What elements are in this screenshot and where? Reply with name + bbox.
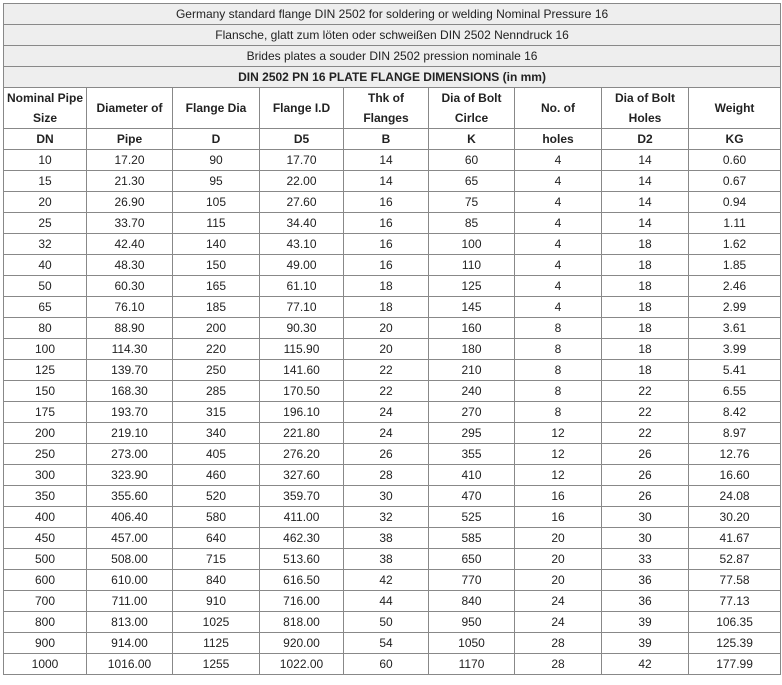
- table-cell: 145: [429, 297, 515, 318]
- table-cell: 359.70: [260, 486, 344, 507]
- table-cell: 405: [173, 444, 260, 465]
- table-body: [4, 150, 781, 675]
- column-code: D2: [602, 129, 689, 150]
- table-cell: 6.55: [689, 381, 781, 402]
- table-cell: 1125: [173, 633, 260, 654]
- table-cell: 4: [515, 276, 602, 297]
- table-cell: 3.99: [689, 339, 781, 360]
- column-header: Nominal Pipe Size: [4, 88, 87, 129]
- column-code: D5: [260, 129, 344, 150]
- title-row-german: [4, 25, 781, 46]
- table-cell: 1255: [173, 654, 260, 675]
- table-row: [4, 486, 781, 507]
- table-row: [4, 528, 781, 549]
- table-cell: 60.30: [87, 276, 173, 297]
- table-row: [4, 612, 781, 633]
- table-cell: 1.85: [689, 255, 781, 276]
- table-cell: 44: [344, 591, 429, 612]
- table-cell: 800: [4, 612, 87, 633]
- table-row: [4, 171, 781, 192]
- title-german: Flansche, glatt zum löten oder schweißen DIN 2502 Nenndruck 16: [4, 25, 781, 46]
- table-cell: 20: [344, 339, 429, 360]
- table-cell: 20: [515, 549, 602, 570]
- table-row: [4, 654, 781, 675]
- table-cell: 160: [429, 318, 515, 339]
- table-cell: 32: [4, 234, 87, 255]
- table-cell: 240: [429, 381, 515, 402]
- table-cell: 14: [602, 150, 689, 171]
- table-cell: 462.30: [260, 528, 344, 549]
- column-header: Dia of Bolt Cirlce: [429, 88, 515, 129]
- column-header: Diameter of: [87, 88, 173, 129]
- table-row: [4, 318, 781, 339]
- table-cell: 1000: [4, 654, 87, 675]
- title-row-french: [4, 46, 781, 67]
- table-row: [4, 549, 781, 570]
- table-cell: 355.60: [87, 486, 173, 507]
- table-cell: 2.99: [689, 297, 781, 318]
- table-cell: 406.40: [87, 507, 173, 528]
- table-cell: 26: [602, 444, 689, 465]
- table-cell: 323.90: [87, 465, 173, 486]
- table-cell: 16: [344, 192, 429, 213]
- table-row: [4, 633, 781, 654]
- table-cell: 18: [344, 276, 429, 297]
- table-cell: 125: [4, 360, 87, 381]
- table-cell: 185: [173, 297, 260, 318]
- table-cell: 125: [429, 276, 515, 297]
- column-code: K: [429, 129, 515, 150]
- table-cell: 76.10: [87, 297, 173, 318]
- table-cell: 193.70: [87, 402, 173, 423]
- table-cell: 2.46: [689, 276, 781, 297]
- table-cell: 8: [515, 360, 602, 381]
- table-cell: 300: [4, 465, 87, 486]
- table-cell: 39: [602, 633, 689, 654]
- table-cell: 42.40: [87, 234, 173, 255]
- table-cell: 65: [429, 171, 515, 192]
- table-cell: 18: [602, 276, 689, 297]
- table-cell: 210: [429, 360, 515, 381]
- table-cell: 16: [515, 507, 602, 528]
- table-cell: 20: [344, 318, 429, 339]
- column-code: KG: [689, 129, 781, 150]
- table-cell: 115.90: [260, 339, 344, 360]
- table-cell: 5.41: [689, 360, 781, 381]
- table-cell: 30.20: [689, 507, 781, 528]
- table-cell: 50: [4, 276, 87, 297]
- table-cell: 8.42: [689, 402, 781, 423]
- table-cell: 38: [344, 549, 429, 570]
- table-cell: 14: [602, 171, 689, 192]
- table-cell: 168.30: [87, 381, 173, 402]
- title-english: Germany standard flange DIN 2502 for soldering or welding Nominal Pressure 16: [4, 4, 781, 25]
- table-row: [4, 465, 781, 486]
- table-cell: 90: [173, 150, 260, 171]
- table-cell: 18: [344, 297, 429, 318]
- table-cell: 24: [515, 612, 602, 633]
- table-row: [4, 423, 781, 444]
- table-cell: 640: [173, 528, 260, 549]
- table-cell: 12: [515, 423, 602, 444]
- table-cell: 125.39: [689, 633, 781, 654]
- table-cell: 48.30: [87, 255, 173, 276]
- table-cell: 355: [429, 444, 515, 465]
- table-cell: 20: [515, 570, 602, 591]
- table-cell: 43.10: [260, 234, 344, 255]
- table-cell: 150: [4, 381, 87, 402]
- table-cell: 30: [602, 528, 689, 549]
- table-cell: 24: [344, 423, 429, 444]
- table-cell: 15: [4, 171, 87, 192]
- table-cell: 4: [515, 255, 602, 276]
- table-cell: 110: [429, 255, 515, 276]
- table-cell: 90.30: [260, 318, 344, 339]
- table-cell: 28: [515, 633, 602, 654]
- table-cell: 340: [173, 423, 260, 444]
- table-cell: 650: [429, 549, 515, 570]
- table-cell: 24: [344, 402, 429, 423]
- table-cell: 1022.00: [260, 654, 344, 675]
- table-row: [4, 276, 781, 297]
- table-cell: 716.00: [260, 591, 344, 612]
- table-cell: 100: [4, 339, 87, 360]
- table-cell: 34.40: [260, 213, 344, 234]
- table-cell: 513.60: [260, 549, 344, 570]
- table-cell: 4: [515, 213, 602, 234]
- table-cell: 525: [429, 507, 515, 528]
- table-cell: 8.97: [689, 423, 781, 444]
- column-code: holes: [515, 129, 602, 150]
- table-cell: 0.67: [689, 171, 781, 192]
- table-cell: 80: [4, 318, 87, 339]
- table-cell: 8: [515, 381, 602, 402]
- table-cell: 18: [602, 234, 689, 255]
- table-row: [4, 150, 781, 171]
- table-cell: 20: [515, 528, 602, 549]
- table-cell: 139.70: [87, 360, 173, 381]
- flange-dimensions-table: [3, 3, 781, 675]
- table-cell: 840: [173, 570, 260, 591]
- table-cell: 141.60: [260, 360, 344, 381]
- table-cell: 411.00: [260, 507, 344, 528]
- table-row: [4, 507, 781, 528]
- table-cell: 14: [602, 213, 689, 234]
- table-row: [4, 297, 781, 318]
- table-cell: 26: [602, 486, 689, 507]
- table-cell: 170.50: [260, 381, 344, 402]
- table-cell: 285: [173, 381, 260, 402]
- table-row: [4, 234, 781, 255]
- table-cell: 200: [173, 318, 260, 339]
- table-cell: 12: [515, 465, 602, 486]
- table-row: [4, 444, 781, 465]
- table-cell: 100: [429, 234, 515, 255]
- table-cell: 22: [344, 360, 429, 381]
- column-header: Flange I.D: [260, 88, 344, 129]
- table-cell: 4: [515, 150, 602, 171]
- table-cell: 600: [4, 570, 87, 591]
- table-cell: 21.30: [87, 171, 173, 192]
- table-cell: 14: [344, 150, 429, 171]
- table-cell: 4: [515, 192, 602, 213]
- table-cell: 26.90: [87, 192, 173, 213]
- table-cell: 50: [344, 612, 429, 633]
- table-cell: 250: [4, 444, 87, 465]
- table-cell: 219.10: [87, 423, 173, 444]
- table-cell: 700: [4, 591, 87, 612]
- table-cell: 18: [602, 360, 689, 381]
- column-header-row: [4, 88, 781, 129]
- table-cell: 350: [4, 486, 87, 507]
- table-cell: 27.60: [260, 192, 344, 213]
- table-cell: 450: [4, 528, 87, 549]
- table-cell: 585: [429, 528, 515, 549]
- table-cell: 1016.00: [87, 654, 173, 675]
- table-cell: 4: [515, 234, 602, 255]
- column-code: Pipe: [87, 129, 173, 150]
- table-cell: 8: [515, 318, 602, 339]
- table-cell: 500: [4, 549, 87, 570]
- table-cell: 14: [602, 192, 689, 213]
- table-cell: 840: [429, 591, 515, 612]
- title-row-english: [4, 4, 781, 25]
- table-cell: 16.60: [689, 465, 781, 486]
- table-cell: 1.62: [689, 234, 781, 255]
- table-cell: 0.94: [689, 192, 781, 213]
- table-cell: 221.80: [260, 423, 344, 444]
- table-cell: 175: [4, 402, 87, 423]
- table-cell: 196.10: [260, 402, 344, 423]
- table-cell: 616.50: [260, 570, 344, 591]
- table-cell: 8: [515, 339, 602, 360]
- table-cell: 54: [344, 633, 429, 654]
- table-cell: 22: [344, 381, 429, 402]
- table-cell: 14: [344, 171, 429, 192]
- table-cell: 60: [429, 150, 515, 171]
- table-cell: 250: [173, 360, 260, 381]
- table-cell: 16: [344, 255, 429, 276]
- table-cell: 17.70: [260, 150, 344, 171]
- column-header: Thk of Flanges: [344, 88, 429, 129]
- title-french: Brides plates a souder DIN 2502 pression nominale 16: [4, 46, 781, 67]
- table-cell: 26: [344, 444, 429, 465]
- table-cell: 18: [602, 339, 689, 360]
- column-code: D: [173, 129, 260, 150]
- column-header: No. of: [515, 88, 602, 129]
- table-cell: 40: [4, 255, 87, 276]
- table-cell: 165: [173, 276, 260, 297]
- table-cell: 327.60: [260, 465, 344, 486]
- table-cell: 10: [4, 150, 87, 171]
- table-cell: 950: [429, 612, 515, 633]
- column-code: B: [344, 129, 429, 150]
- table-cell: 32: [344, 507, 429, 528]
- table-cell: 920.00: [260, 633, 344, 654]
- table-cell: 711.00: [87, 591, 173, 612]
- table-cell: 88.90: [87, 318, 173, 339]
- table-row: [4, 213, 781, 234]
- table-cell: 813.00: [87, 612, 173, 633]
- column-header: Dia of Bolt Holes: [602, 88, 689, 129]
- table-cell: 910: [173, 591, 260, 612]
- table-cell: 24.08: [689, 486, 781, 507]
- table-cell: 60: [344, 654, 429, 675]
- table-cell: 177.99: [689, 654, 781, 675]
- table-cell: 470: [429, 486, 515, 507]
- table-cell: 28: [344, 465, 429, 486]
- table-cell: 276.20: [260, 444, 344, 465]
- table-cell: 1050: [429, 633, 515, 654]
- table-cell: 16: [344, 213, 429, 234]
- table-cell: 33.70: [87, 213, 173, 234]
- column-header: Weight: [689, 88, 781, 129]
- column-code: DN: [4, 129, 87, 150]
- table-row: [4, 570, 781, 591]
- table-cell: 770: [429, 570, 515, 591]
- table-cell: 273.00: [87, 444, 173, 465]
- table-cell: 77.13: [689, 591, 781, 612]
- table-cell: 22: [602, 402, 689, 423]
- table-cell: 12: [515, 444, 602, 465]
- table-cell: 16: [344, 234, 429, 255]
- table-cell: 460: [173, 465, 260, 486]
- table-cell: 457.00: [87, 528, 173, 549]
- table-cell: 39: [602, 612, 689, 633]
- table-cell: 26: [602, 465, 689, 486]
- table-heading-row: [4, 67, 781, 88]
- table-heading: DIN 2502 PN 16 PLATE FLANGE DIMENSIONS (in mm): [4, 67, 781, 88]
- table-cell: 410: [429, 465, 515, 486]
- column-header: Flange Dia: [173, 88, 260, 129]
- table-cell: 715: [173, 549, 260, 570]
- table-cell: 36: [602, 591, 689, 612]
- table-cell: 30: [344, 486, 429, 507]
- table-cell: 41.67: [689, 528, 781, 549]
- table-cell: 65: [4, 297, 87, 318]
- table-cell: 1.11: [689, 213, 781, 234]
- table-cell: 220: [173, 339, 260, 360]
- table-cell: 22.00: [260, 171, 344, 192]
- table-cell: 106.35: [689, 612, 781, 633]
- table-cell: 22: [602, 423, 689, 444]
- table-cell: 18: [602, 297, 689, 318]
- table-cell: 180: [429, 339, 515, 360]
- table-cell: 105: [173, 192, 260, 213]
- table-row: [4, 381, 781, 402]
- column-code-row: [4, 129, 781, 150]
- table-cell: 30: [602, 507, 689, 528]
- table-cell: 42: [344, 570, 429, 591]
- table-cell: 18: [602, 318, 689, 339]
- table-cell: 0.60: [689, 150, 781, 171]
- table-row: [4, 402, 781, 423]
- table-cell: 150: [173, 255, 260, 276]
- table-cell: 28: [515, 654, 602, 675]
- table-cell: 1170: [429, 654, 515, 675]
- table-cell: 24: [515, 591, 602, 612]
- table-cell: 4: [515, 171, 602, 192]
- table-cell: 8: [515, 402, 602, 423]
- table-row: [4, 591, 781, 612]
- table-cell: 400: [4, 507, 87, 528]
- table-cell: 4: [515, 297, 602, 318]
- table-row: [4, 360, 781, 381]
- table-cell: 140: [173, 234, 260, 255]
- table-cell: 115: [173, 213, 260, 234]
- table-row: [4, 339, 781, 360]
- table-cell: 16: [515, 486, 602, 507]
- table-cell: 95: [173, 171, 260, 192]
- table-cell: 508.00: [87, 549, 173, 570]
- table-cell: 85: [429, 213, 515, 234]
- table-cell: 77.58: [689, 570, 781, 591]
- table-cell: 295: [429, 423, 515, 444]
- table-cell: 33: [602, 549, 689, 570]
- table-cell: 75: [429, 192, 515, 213]
- table-cell: 315: [173, 402, 260, 423]
- table-cell: 20: [4, 192, 87, 213]
- table-cell: 12.76: [689, 444, 781, 465]
- table-cell: 3.61: [689, 318, 781, 339]
- table-cell: 1025: [173, 612, 260, 633]
- table-cell: 200: [4, 423, 87, 444]
- table-cell: 17.20: [87, 150, 173, 171]
- table-cell: 42: [602, 654, 689, 675]
- table-cell: 270: [429, 402, 515, 423]
- table-cell: 580: [173, 507, 260, 528]
- table-cell: 914.00: [87, 633, 173, 654]
- table-cell: 610.00: [87, 570, 173, 591]
- table-cell: 52.87: [689, 549, 781, 570]
- table-cell: 114.30: [87, 339, 173, 360]
- table-cell: 520: [173, 486, 260, 507]
- table-row: [4, 192, 781, 213]
- table-cell: 38: [344, 528, 429, 549]
- table-cell: 61.10: [260, 276, 344, 297]
- table-cell: 18: [602, 255, 689, 276]
- table-cell: 818.00: [260, 612, 344, 633]
- table-row: [4, 255, 781, 276]
- table-cell: 900: [4, 633, 87, 654]
- table-cell: 22: [602, 381, 689, 402]
- table-cell: 36: [602, 570, 689, 591]
- table-cell: 49.00: [260, 255, 344, 276]
- table-cell: 77.10: [260, 297, 344, 318]
- table-cell: 25: [4, 213, 87, 234]
